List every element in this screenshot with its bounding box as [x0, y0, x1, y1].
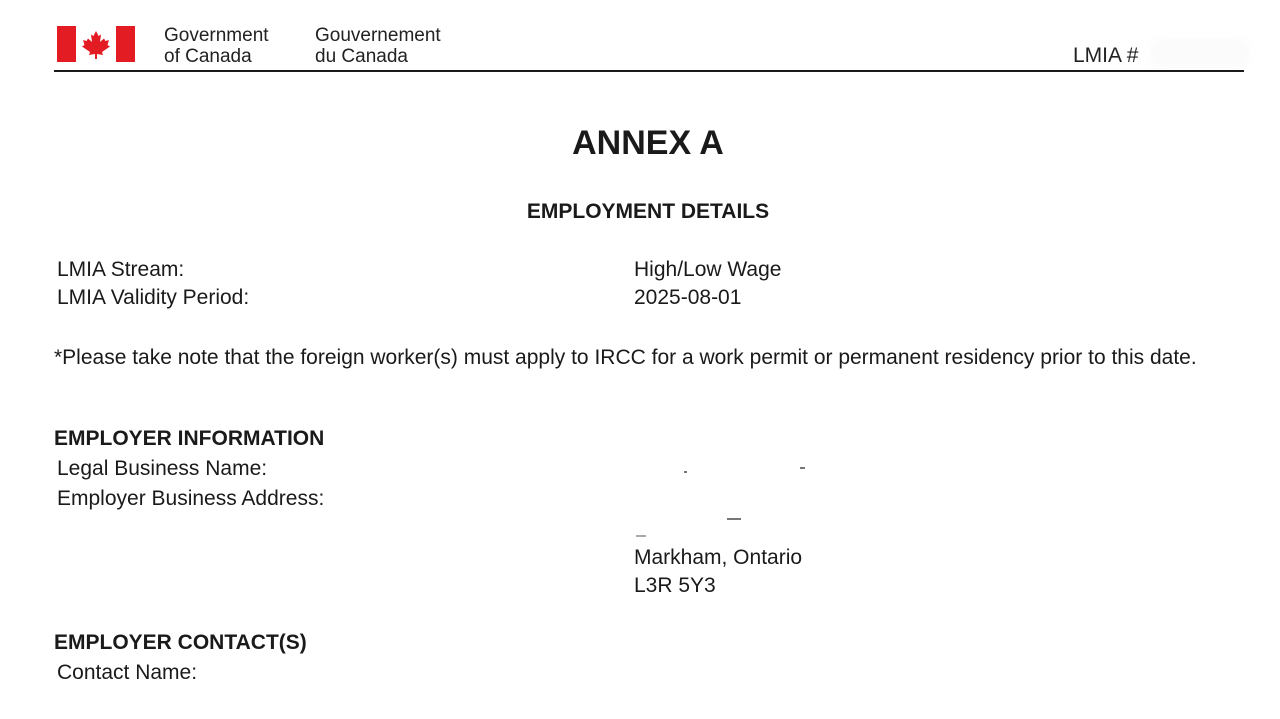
- lmia-stream-label: LMIA Stream:: [57, 258, 185, 281]
- redaction-artifact: [684, 471, 687, 473]
- government-of-canada-wordmark-en: [164, 25, 269, 67]
- address-city: Markham, Ontario: [634, 546, 803, 569]
- page-title: ANNEX A: [572, 124, 724, 162]
- lmia-validity-value: 2025-08-01: [634, 286, 742, 309]
- section-title-employment-details: EMPLOYMENT DETAILS: [526, 200, 770, 223]
- section-heading-employer-information: EMPLOYER INFORMATION: [54, 427, 325, 450]
- redacted-business-name-address: [560, 440, 900, 540]
- redaction-artifact: [727, 518, 741, 520]
- lmia-validity-label: LMIA Validity Period:: [57, 286, 250, 309]
- legal-business-name-label: Legal Business Name:: [57, 457, 268, 480]
- address-postal-code: L3R 5Y3: [634, 574, 716, 597]
- government-fr-line-1: Gouvernement: [315, 25, 441, 46]
- redaction-artifact: [636, 535, 646, 537]
- section-heading-employer-contacts: EMPLOYER CONTACT(S): [54, 631, 307, 654]
- work-permit-note: *Please take note that the foreign worker(s) must apply to IRCC for a work permit or permanent residency prior to this date.: [54, 346, 1197, 369]
- government-en-line-1: Government: [164, 25, 269, 46]
- government-fr-line-2: du Canada: [315, 46, 408, 67]
- employer-business-address-label: Employer Business Address:: [57, 487, 325, 510]
- redaction-artifact: [800, 467, 805, 469]
- redacted-contact-name: [600, 650, 890, 705]
- canada-flag-logo: [57, 26, 135, 62]
- lmia-number-label: LMIA #: [1073, 44, 1139, 67]
- government-of-canada-wordmark-fr: [315, 25, 441, 67]
- header-divider: [54, 70, 1244, 72]
- government-en-line-2: of Canada: [164, 46, 252, 67]
- contact-name-label: Contact Name:: [57, 661, 198, 684]
- lmia-stream-value: High/Low Wage: [634, 258, 782, 281]
- redacted-lmia-number: [1150, 38, 1250, 68]
